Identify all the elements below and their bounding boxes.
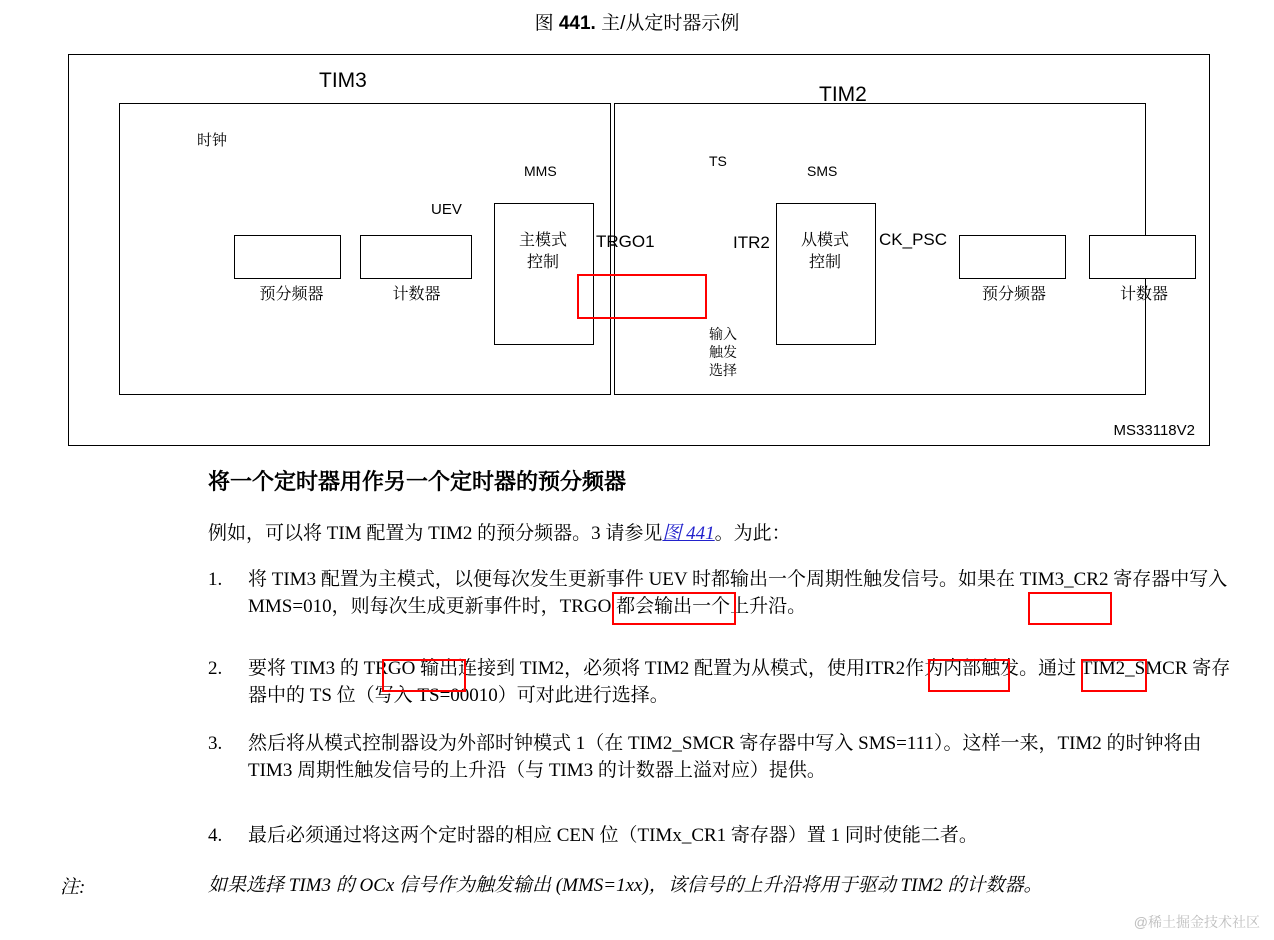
master-mode-line1: 主模式 <box>518 232 567 249</box>
list-item-number: 1. <box>208 569 223 590</box>
li1-part-c: 都会输出一个上升沿。 <box>611 596 807 617</box>
note-text: 如果选择 TIM3 的 OCx 信号作为触发输出 (MMS=1xx)，该信号的上升沿将用于驱动 TIM2 的计数器。 <box>208 875 1043 896</box>
li2-highlight-trgo: TRGO <box>363 658 416 679</box>
intro-paragraph <box>208 520 1228 547</box>
figure-caption-number: 441. <box>558 13 596 34</box>
figure-caption <box>0 8 1274 35</box>
tim3-prescaler-label: 预分频器 <box>259 286 324 303</box>
slave-mode-control-label <box>776 230 874 274</box>
highlight-itr2 <box>1081 659 1147 692</box>
trigger-select-line3: 选择 <box>709 362 737 378</box>
ck-psc-label: CK_PSC <box>879 230 948 249</box>
tim2-counter-block <box>1089 235 1196 279</box>
clock-label: 时钟 <box>197 132 228 149</box>
highlight-slave-mode <box>928 659 1010 692</box>
li2-part-b: 输出连接到 TIM2，必须将 TIM2 配置为 <box>415 658 751 679</box>
ts-label: TS <box>709 153 727 169</box>
li2-highlight-itr2: ITR2 <box>865 658 906 679</box>
figure-caption-prefix: 图 <box>534 13 559 34</box>
list-item-number: 4. <box>208 825 223 846</box>
note-label: 注: <box>60 877 86 898</box>
li1-highlight-trgo: TRGO <box>559 596 612 617</box>
tim3-counter-label: 计数器 <box>392 286 441 303</box>
trigger-select-line1: 输入 <box>709 326 737 342</box>
tim2-counter-label: 计数器 <box>1119 286 1168 303</box>
li2-part-c: ，使用 <box>807 658 865 679</box>
watermark: @稀土掘金技术社区 <box>1133 914 1260 930</box>
sms-label: SMS <box>807 163 838 179</box>
tim2-title: TIM2 <box>819 83 867 106</box>
li1-part-a: 将 TIM3 配置为主模式，以便每次发生更新事件 UEV 时都输出一个周期性触发信号。如果在 TIM3_CR2 寄存器中写入 <box>248 569 1228 590</box>
li1-part-b: ，则每次生成更新事件时， <box>331 596 560 617</box>
list-item-number: 3. <box>208 733 223 754</box>
li2-part-a: 要将 TIM3 的 <box>248 658 364 679</box>
itr2-label: ITR2 <box>733 233 770 252</box>
figure-caption-text: 主/从定时器示例 <box>601 13 740 34</box>
tim2-prescaler-block <box>959 235 1066 279</box>
trigger-select-label <box>709 325 737 379</box>
slave-mode-control-block <box>776 203 876 345</box>
intro-text-a: 例如，可以将 TIM 配置为 TIM2 的预分频器。3 请参见 <box>208 523 663 544</box>
trgo1-label: TRGO1 <box>596 232 655 251</box>
figure-doc-id: MS33118V2 <box>1113 422 1195 439</box>
highlight-trgo1-figure <box>577 274 707 319</box>
uev-label: UEV <box>431 201 462 218</box>
slave-mode-line2: 控制 <box>808 254 841 271</box>
tim3-counter-block <box>360 235 472 279</box>
tim3-title: TIM3 <box>319 69 367 92</box>
li2-highlight-slave-mode: 从模式 <box>750 658 808 679</box>
trigger-select-line2: 触发 <box>709 344 737 360</box>
tim2-prescaler-label: 预分频器 <box>981 286 1046 303</box>
mms-label: MMS <box>524 163 557 179</box>
highlight-trgo-2 <box>382 659 466 692</box>
highlight-mms-010 <box>612 592 736 625</box>
li1-highlight-mms: MMS=010 <box>248 596 332 617</box>
master-mode-control-label <box>494 230 592 274</box>
figure-frame <box>68 54 1210 446</box>
section-title: 将一个定时器用作另一个定时器的预分频器 <box>208 469 627 494</box>
li2-part-d: 作为内部触发。通过 TIM2_SMCR 寄存器中的 TS 位（写入 TS=00010）可对此进行选择。 <box>248 658 1231 706</box>
figure-cross-reference-link[interactable]: 图 441 <box>662 523 715 544</box>
highlight-trgo-1 <box>1028 592 1112 625</box>
intro-text-b: 。为此： <box>714 523 791 544</box>
list-item-number: 2. <box>208 658 223 679</box>
list-item-text: 然后将从模式控制器设为外部时钟模式 1（在 TIM2_SMCR 寄存器中写入 SMS=111）。这样一来，TIM2 的时钟将由 TIM3 周期性触发信号的上升沿（与 TIM3 的计数器上溢对应）提供。 <box>248 733 1202 781</box>
list-item-text: 最后必须通过将这两个定时器的相应 CEN 位（TIMx_CR1 寄存器）置 1 同时使能二者。 <box>248 825 978 846</box>
tim3-prescaler-block <box>234 235 341 279</box>
master-mode-line2: 控制 <box>526 254 559 271</box>
slave-mode-line1: 从模式 <box>800 232 849 249</box>
